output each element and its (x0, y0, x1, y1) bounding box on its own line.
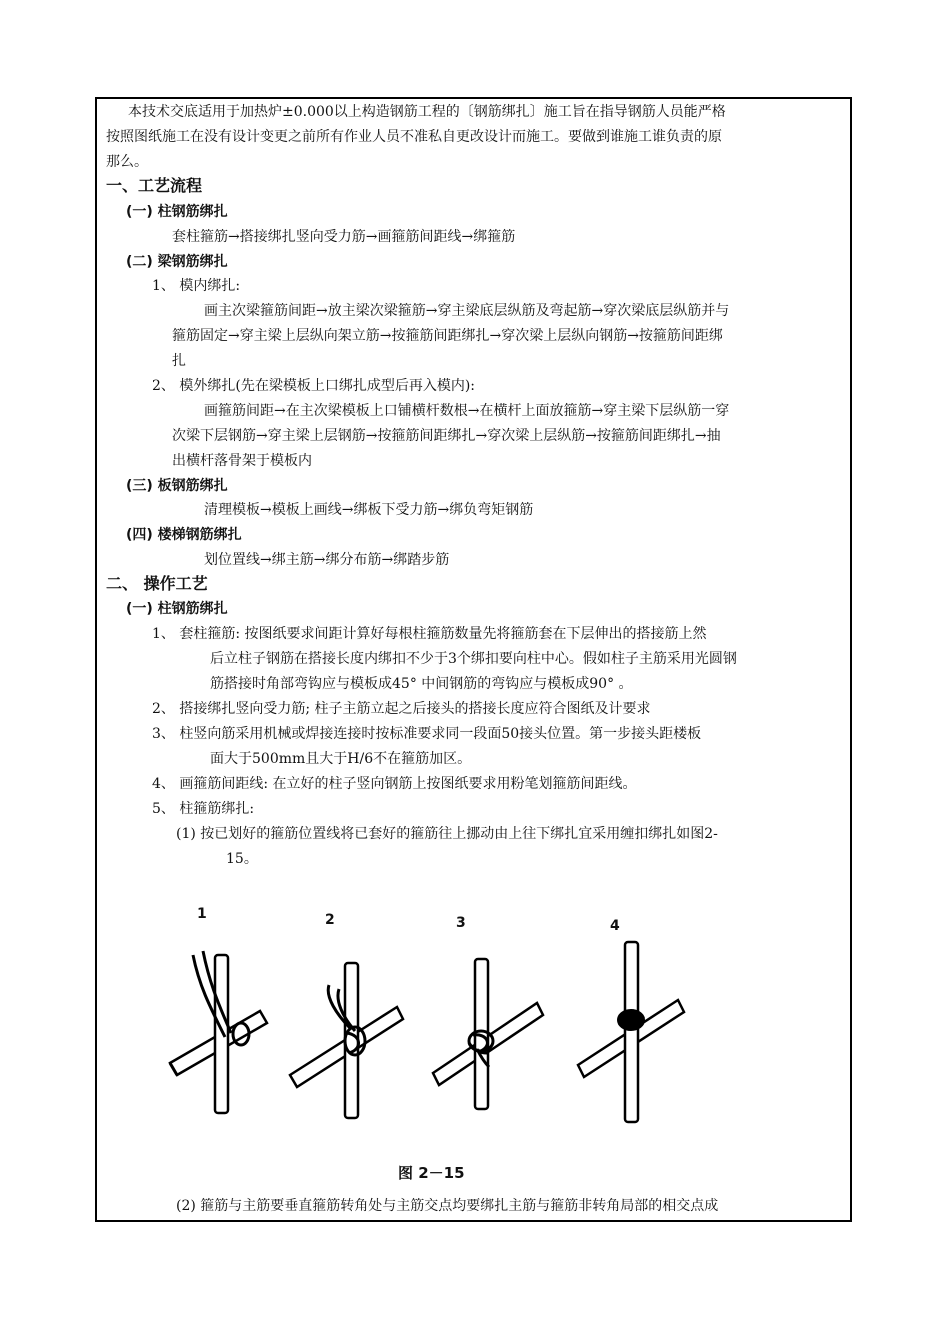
section-1-sub1-text: 套柱箍筋→搭接绑扎竖向受力筋→画箍筋间距线→绑箍筋 (172, 229, 516, 245)
section-1-item2-line2: 次梁下层钢筋→穿主梁上层钢筋→按箍筋间距绑扎→穿次梁上层纵筋→按箍筋间距绑扎→抽 (172, 428, 721, 444)
section-2-p1-line1: 1、 套柱箍筋: 按图纸要求间距计算好每根柱箍筋数量先将箍筋套在下层伸出的搭接筋上然 (152, 626, 707, 642)
section-1-sub3-title: (三) 板钢筋绑扎 (126, 478, 228, 494)
section-1-sub3-text: 清理模板→模板上画线→绑板下受力筋→绑负弯矩钢筋 (204, 502, 534, 518)
section-1-sub2-title: (二) 梁钢筋绑扎 (126, 254, 228, 270)
tie-step-1-icon (165, 945, 275, 1120)
section-1-item1-line1: 画主次梁箍筋间距→放主梁次梁箍筋→穿主梁底层纵筋及弯起筋→穿次梁底层纵筋并与 (204, 303, 730, 319)
section-2-p4: 4、 画箍筋间距线: 在立好的柱子竖向钢筋上按图纸要求用粉笔划箍筋间距线。 (152, 776, 637, 792)
section-1-sub4-title: (四) 楼梯钢筋绑扎 (126, 527, 242, 543)
tie-step-4-icon (570, 930, 690, 1130)
section-2-p5: 5、 柱箍筋绑扎: (152, 801, 255, 817)
intro-line-3: 那么。 (106, 154, 148, 170)
tie-step-2-icon (285, 945, 415, 1125)
figure-caption: 图 2－15 (398, 1164, 465, 1182)
section-1-sub1-title: (一) 柱钢筋绑扎 (126, 204, 228, 220)
figure-label-1: 1 (197, 906, 207, 922)
section-1-item1-label: 1、 模内绑扎: (152, 278, 241, 294)
section-2-sub1-title: (一) 柱钢筋绑扎 (126, 601, 228, 617)
figure-label-2: 2 (325, 912, 335, 928)
frame-bottom-border (95, 1220, 852, 1222)
section-2-p1-line3: 筋搭接时角部弯钩应与模板成45° 中间钢筋的弯钩应与模板成90° 。 (210, 676, 633, 692)
section-1-item1-line3: 扎 (172, 353, 186, 369)
section-1-item2-line3: 出横杆落骨架于模板内 (172, 453, 312, 469)
section-2-p5a-line1: (1) 按已划好的箍筋位置线将已套好的箍筋往上挪动由上往下绑扎宜采用缠扣绑扎如图2- (176, 826, 718, 842)
section-2-p3-line1: 3、 柱竖向筋采用机械或焊接连接时按标准要求同一段面50接头位置。第一步接头距楼板 (152, 726, 702, 742)
figure-label-3: 3 (456, 915, 466, 931)
intro-line-2: 按照图纸施工在没有设计变更之前所有作业人员不准私自更改设计而施工。要做到谁施工谁负责的原 (106, 129, 722, 145)
section-2-p5b: (2) 箍筋与主筋要垂直箍筋转角处与主筋交点均要绑扎主筋与箍筋非转角局部的相交点成 (176, 1198, 719, 1214)
section-2-p2: 2、 搭接绑扎竖向受力筋; 柱子主筋立起之后接头的搭接长度应符合图纸及计要求 (152, 701, 651, 717)
section-1-sub4-text: 划位置线→绑主筋→绑分布筋→绑踏步筋 (204, 552, 450, 568)
section-2-p5a-line2: 15。 (226, 851, 258, 867)
figure-label-4: 4 (610, 918, 620, 934)
intro-line-1: 本技术交底适用于加热炉±0.000以上构造钢筋工程的〔钢筋绑扎〕施工旨在指导钢筋人员能严格 (128, 104, 726, 120)
section-1-title: 一、工艺流程 (106, 176, 203, 195)
tie-step-3-icon (425, 945, 550, 1125)
section-2-p3-line2: 面大于500mm且大于H/6不在箍筋加区。 (210, 751, 472, 767)
section-1-item2-line1: 画箍筋间距→在主次梁模板上口铺横杆数根→在横杆上面放箍筋→穿主梁下层纵筋一穿 (204, 403, 730, 419)
section-2-title: 二、 操作工艺 (106, 574, 208, 593)
section-2-p1-line2: 后立柱子钢筋在搭接长度内绑扣不少于3个绑扣要向柱中心。假如柱子主筋采用光圆钢 (210, 651, 737, 667)
section-1-item1-line2: 箍筋固定→穿主梁上层纵向架立筋→按箍筋间距绑扎→穿次梁上层纵向钢筋→按箍筋间距绑 (172, 328, 723, 344)
section-1-item2-label: 2、 模外绑扎(先在梁模板上口绑扎成型后再入模内): (152, 378, 475, 394)
